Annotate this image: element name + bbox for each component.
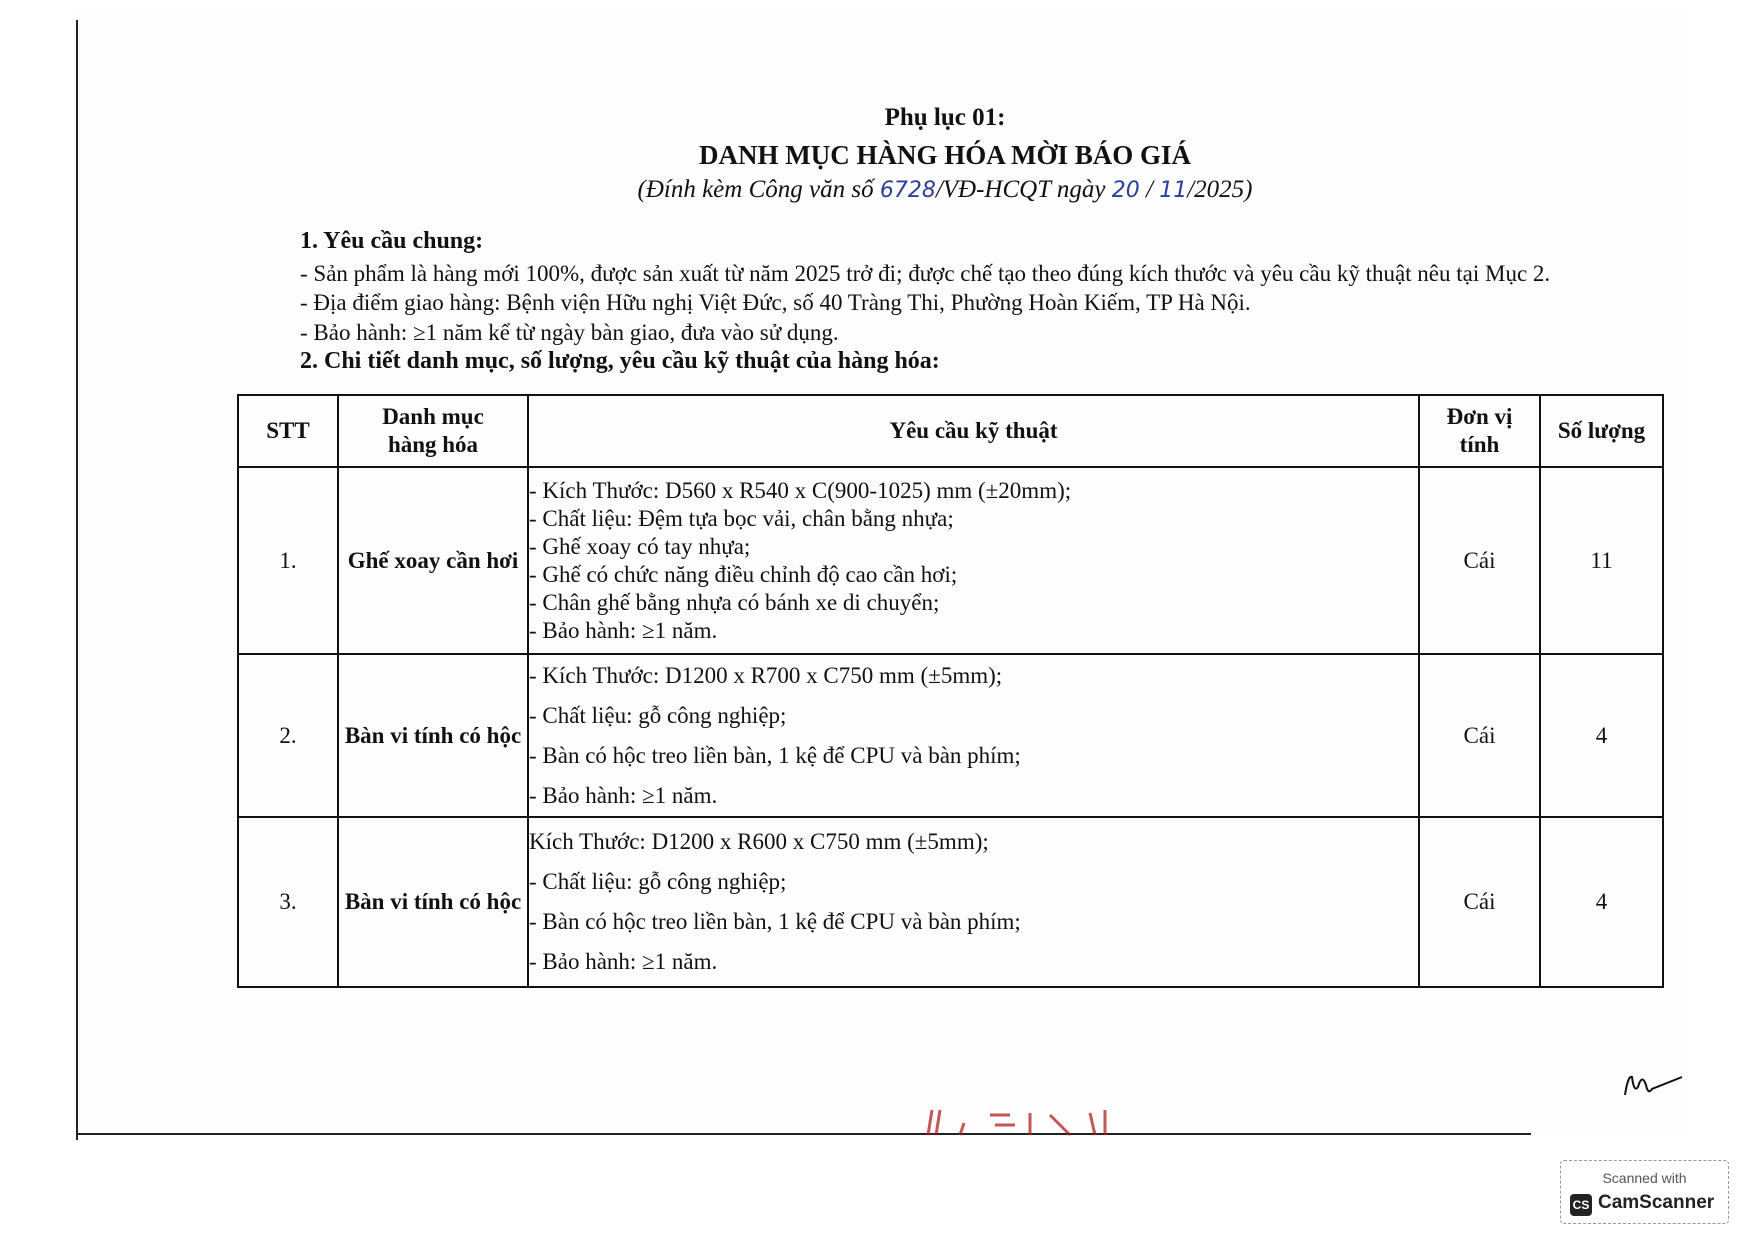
spec-line: - Bàn có hộc treo liền bàn, 1 kệ để CPU và bàn phím; [529,909,1021,934]
row-qty: 4 [1540,817,1663,987]
spec-line: - Bàn có hộc treo liền bàn, 1 kệ để CPU và bàn phím; [529,742,1021,768]
table-header-row [238,395,1663,467]
table-row [238,654,1663,817]
row-unit: Cái [1419,817,1540,987]
row-spec [528,817,1419,987]
watermark-caption: Scanned with [1602,1170,1687,1186]
row-item-name: Ghế xoay cần hơi [338,467,528,654]
row-item-name: Bàn vi tính có hộc [338,654,528,817]
row-qty: 11 [1540,467,1663,654]
spec-line: - Bảo hành: ≥1 năm. [529,782,718,808]
header-spec: Yêu cầu kỹ thuật [528,395,1419,467]
row-unit: Cái [1419,467,1540,654]
camscanner-watermark [1560,1160,1729,1224]
header-unit-line-2: tính [1459,432,1500,457]
row-stt: 2. [238,654,338,817]
table-row [238,817,1663,987]
spec-line: Kích Thước: D1200 x R600 x C750 mm (±5mm); [529,829,989,854]
goods-table [237,394,1664,988]
reference-line [0,176,1755,204]
details-heading: 2. Chi tiết danh mục, số lượng, yêu cầu kỹ thuật của hàng hóa: [300,348,940,374]
header-unit-line-1: Đơn vị [1446,404,1513,429]
requirement-line-2: - Địa điểm giao hàng: Bệnh viện Hữu nghị Việt Đức, số 40 Tràng Thi, Phường Hoàn Kiếm, TP Hà Nội. [300,290,1251,315]
row-item-name: Bàn vi tính có hộc [338,817,528,987]
header-category-line-1: Danh mục [382,404,484,429]
spec-line: - Chân ghế bằng nhựa có bánh xe di chuyển; [529,589,940,615]
spec-line: - Kích Thước: D1200 x R700 x C750 mm (±5mm); [529,662,1003,688]
spec-line: - Chất liệu: gỗ công nghiệp; [529,869,787,894]
ref-prefix: (Đính kèm Công văn số [637,176,874,203]
initials-signature-icon [1620,1065,1690,1105]
spec-line: - Chất liệu: Đệm tựa bọc vải, chân bằng nhựa; [529,505,954,531]
appendix-label: Phụ lục 01: [884,104,1006,131]
row-stt: 3. [238,817,338,987]
row-qty: 4 [1540,654,1663,817]
watermark-brand: CamScanner [1598,1192,1715,1213]
ref-number-handwritten: 6728 [879,178,936,203]
camscanner-logo-icon: CS [1570,1194,1592,1216]
ref-middle: /VĐ-HCQT ngày [935,176,1106,203]
page-border-bottom [76,1133,1531,1135]
spec-line: - Ghế xoay có tay nhựa; [529,533,751,559]
ref-sep: / [1139,176,1160,203]
spec-line: - Bảo hành: ≥1 năm. [529,949,718,974]
header-qty: Số lượng [1540,395,1663,467]
ref-suffix: /2025) [1187,176,1253,203]
partial-red-stamp-icon [920,1105,1150,1140]
row-spec [528,654,1419,817]
row-stt: 1. [238,467,338,654]
row-unit: Cái [1419,654,1540,817]
document-title: DANH MỤC HÀNG HÓA MỜI BÁO GIÁ [699,140,1191,170]
requirement-line-1: - Sản phẩm là hàng mới 100%, được sản xuất từ năm 2025 trở đi; được chế tạo theo đúng kích thước và yêu cầu kỹ thuật nêu tại Mục 2. [300,261,1551,286]
spec-line: - Ghế có chức năng điều chỉnh độ cao cần hơi; [529,561,958,587]
requirement-line-3: - Bảo hành: ≥1 năm kể từ ngày bàn giao, đưa vào sử dụng. [300,320,839,345]
ref-month-handwritten: 11 [1159,178,1188,203]
row-spec [528,467,1419,654]
header-category [338,395,528,467]
spec-line: - Kích Thước: D560 x R540 x C(900-1025) mm (±20mm); [529,477,1072,503]
header-unit [1419,395,1540,467]
spec-line: - Chất liệu: gỗ công nghiệp; [529,702,787,728]
general-requirements-heading: 1. Yêu cầu chung: [300,228,484,254]
header-category-line-2: hàng hóa [387,432,479,457]
spec-line: - Bảo hành: ≥1 năm. [529,617,718,643]
ref-day-handwritten: 20 [1111,178,1140,203]
header-stt: STT [238,395,338,467]
table-row [238,467,1663,654]
